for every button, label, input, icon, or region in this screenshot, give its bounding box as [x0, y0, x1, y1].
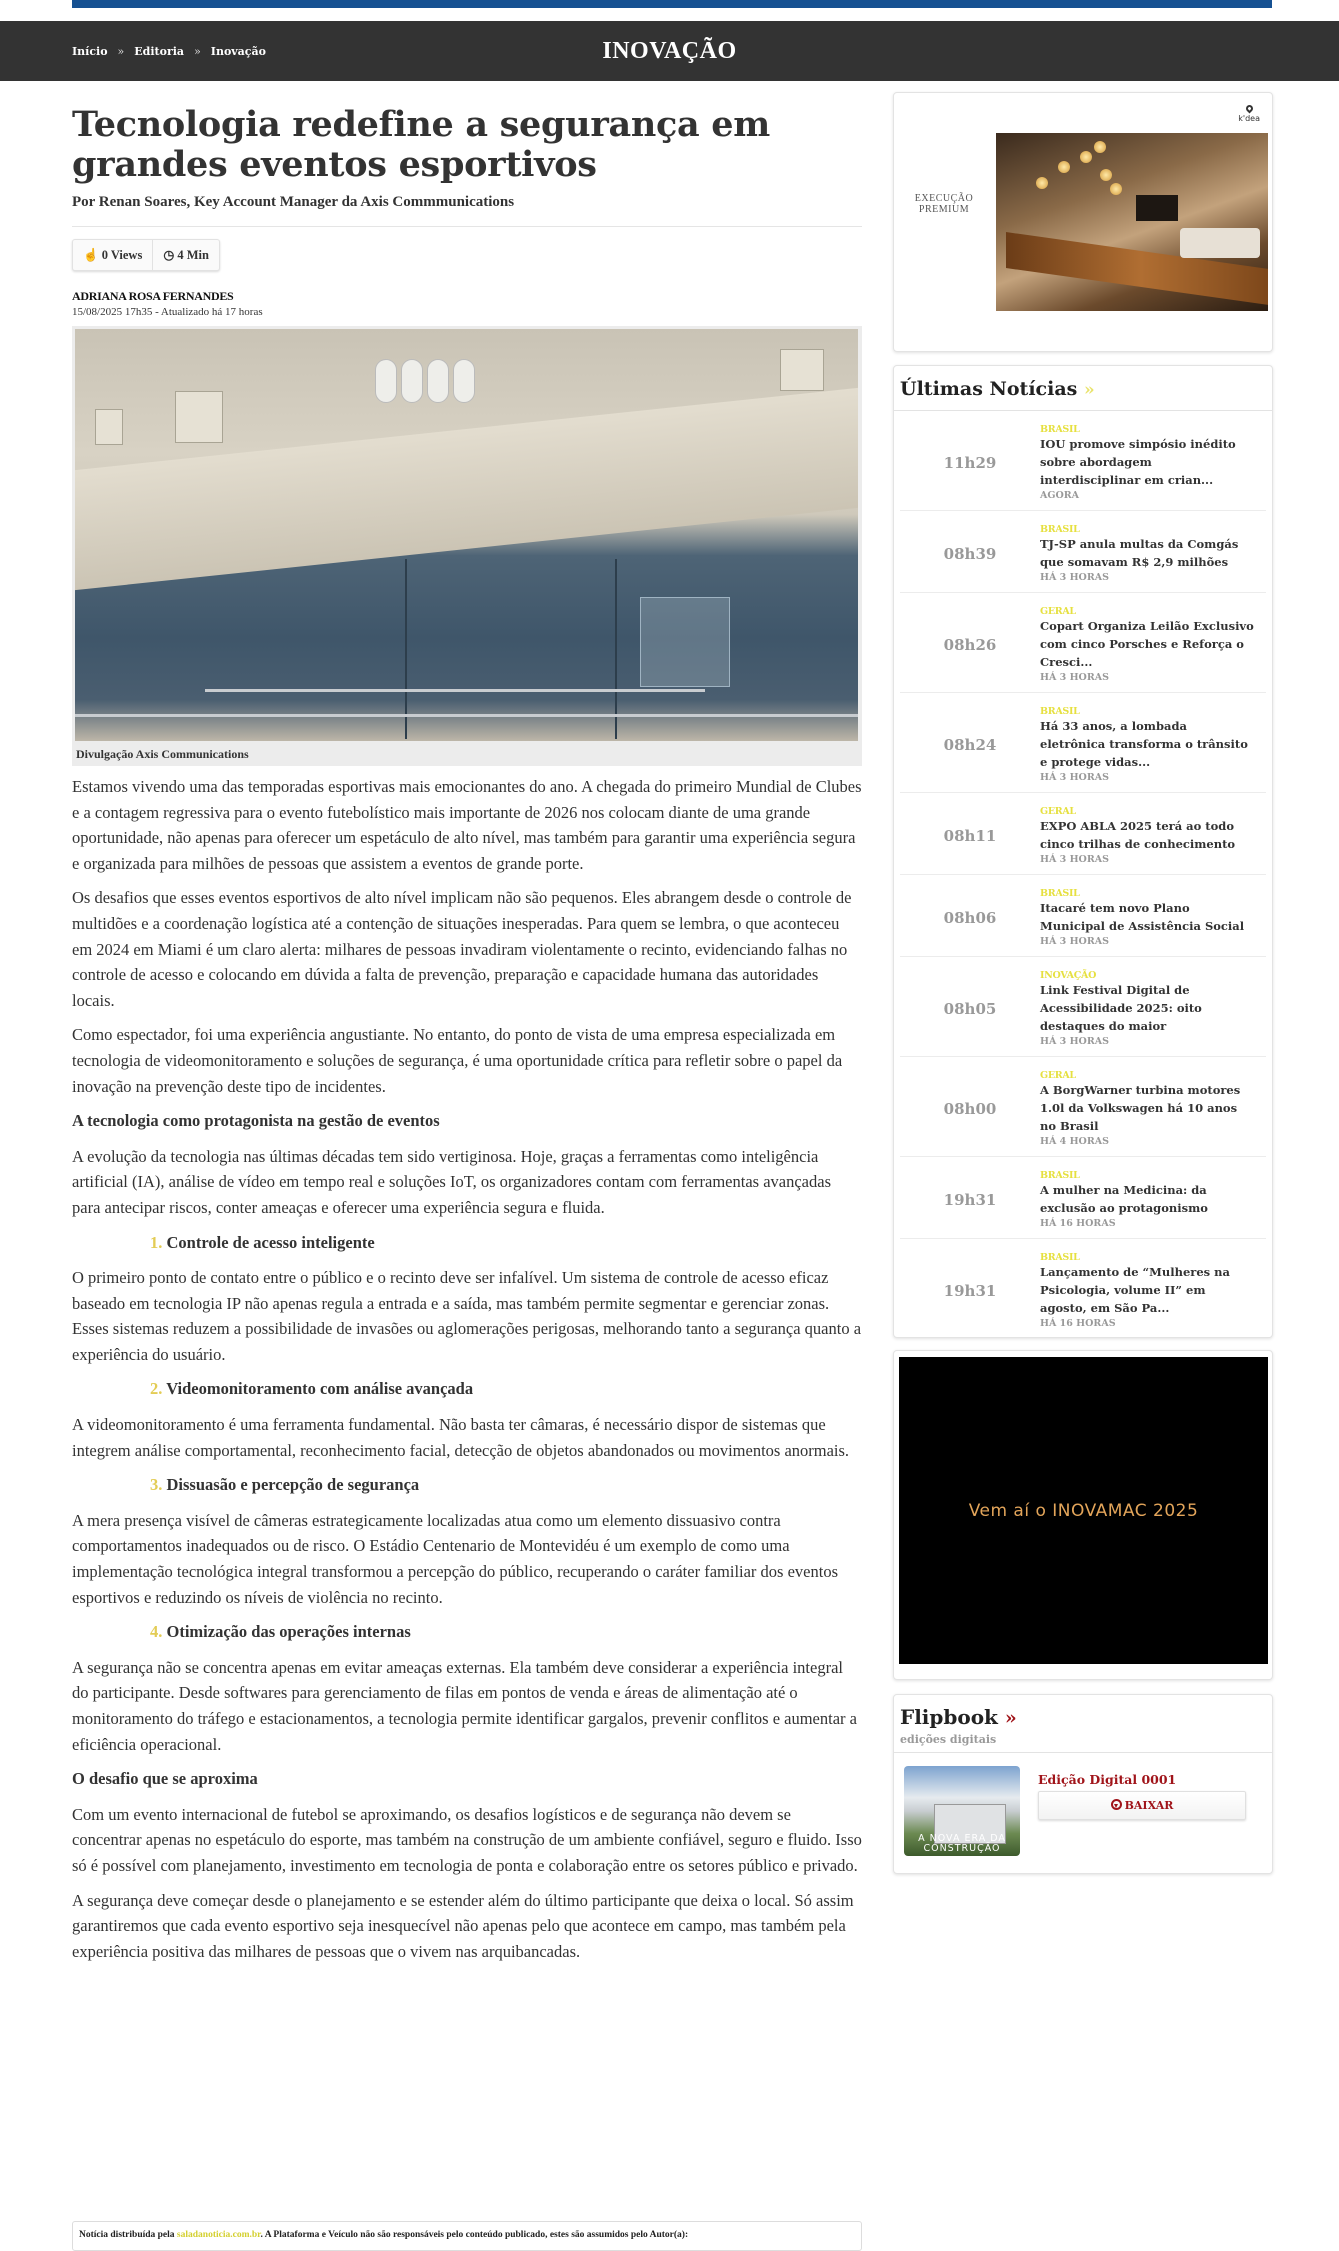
- double-chevron-icon: »: [1083, 380, 1095, 400]
- breadcrumb: [72, 21, 266, 81]
- article-title: Tecnologia redefine a segurança em grandes eventos esportivos: [72, 104, 770, 185]
- list-title: Videomonitoramento com análise avançada: [166, 1379, 474, 1399]
- article-subtitle: Por Renan Soares, Key Account Manager da Axis Commmunications: [72, 194, 515, 210]
- news-title[interactable]: EXPO ABLA 2025 terá ao todo cinco trilhas de conhecimento: [1040, 819, 1236, 851]
- disclaimer-suffix: . A Plataforma e Veículo não são responsáveis pelo conteúdo publicado, estes são assumidos pelo Autor(a):: [260, 2230, 689, 2240]
- ad-tagline-line: EXECUÇÃO: [914, 193, 974, 204]
- article-body: [72, 774, 862, 1964]
- logo-text: k'dea: [1238, 114, 1260, 123]
- read-time-button[interactable]: [152, 240, 219, 270]
- news-title[interactable]: Itacaré tem novo Plano Municipal de Assistência Social: [1040, 901, 1245, 933]
- list-number: 2.: [150, 1379, 163, 1399]
- news-item[interactable]: [900, 411, 1266, 511]
- paragraph: A evolução da tecnologia nas últimas décadas tem sido vertiginosa. Hoje, graças a ferramentas como inteligência artificial (IA), análise de vídeo em tempo real e soluções IoT, os organizadores contam com ferramentas avançadas para antecipar riscos, conter ameaças e oferecer uma experiência segura e fluida.: [72, 1146, 831, 1217]
- list-heading: [150, 1472, 862, 1498]
- news-item[interactable]: [900, 793, 1266, 875]
- list-number: 4.: [150, 1622, 163, 1642]
- list-number: 3.: [150, 1475, 163, 1495]
- news-age: HÁ 3 HORAS: [1040, 936, 1109, 947]
- cover-text: A NOVA ERA DA CONSTRUÇÃO: [918, 1833, 1006, 1854]
- source-link[interactable]: saladanoticia.com.br: [176, 2230, 261, 2240]
- section-heading: O desafio que se aproxima: [72, 1769, 258, 1789]
- paragraph: A mera presença visível de câmeras estrategicamente localizadas atua como um elemento dissuasivo contra comportamentos inadequados ou de risco. O Estádio Centenario de Montevidéu é um exemplo de como uma implementação tecnológica integral transformou a percepção do público, recuperando o caráter familiar dos eventos esportivos e reduzindo os níveis de violência no recinto.: [72, 1510, 839, 1607]
- news-category[interactable]: BRASIL: [1040, 1170, 1080, 1181]
- list-title: Dissuasão e percepção de segurança: [166, 1475, 420, 1495]
- news-category[interactable]: GERAL: [1040, 1070, 1076, 1081]
- divider: [72, 226, 862, 227]
- image-caption: Divulgação Axis Communications: [76, 747, 249, 761]
- top-accent-bar: [72, 0, 1272, 8]
- paragraph: A videomonitoramento é uma ferramenta fundamental. Não basta ter câmaras, é necessário dispor de sistemas que integrem análise comportamental, reconhecimento facial, detecção de objetos abandonados ou movimentos anormais.: [72, 1415, 850, 1460]
- news-item[interactable]: [900, 957, 1266, 1057]
- news-time: 19h31: [943, 1281, 997, 1300]
- news-category[interactable]: BRASIL: [1040, 1252, 1080, 1263]
- flipbook-subtitle: edições digitais: [900, 1733, 997, 1746]
- news-time: 19h31: [943, 1190, 997, 1209]
- news-item[interactable]: [900, 511, 1266, 593]
- news-time: 08h24: [943, 735, 997, 754]
- list-title: Controle de acesso inteligente: [166, 1232, 375, 1252]
- news-age: HÁ 3 HORAS: [1040, 772, 1109, 783]
- news-title[interactable]: A BorgWarner turbina motores 1.0l da Volkswagen há 10 anos no Brasil: [1040, 1083, 1241, 1133]
- news-title[interactable]: TJ-SP anula multas da Comgás que somavam R$ 2,9 milhões: [1040, 537, 1239, 569]
- news-age: HÁ 3 HORAS: [1040, 854, 1109, 865]
- disclaimer-prefix: Notícia distribuída pela: [79, 2230, 177, 2240]
- location-pin-icon: [1244, 104, 1254, 114]
- news-age: HÁ 4 HORAS: [1040, 1136, 1109, 1147]
- download-label: BAIXAR: [1124, 1799, 1174, 1812]
- news-category[interactable]: BRASIL: [1040, 706, 1080, 717]
- paragraph: A segurança não se concentra apenas em evitar ameaças externas. Ela também deve considerar a experiência integral do participante. Desde softwares para gerenciamento de filas em pontos de venda e áreas de alimentação até o monitoramento do tráfego e estacionamentos, a tecnologia permite identificar gargalos, prevenir conflitos e aumentar a eficiência operacional.: [72, 1657, 857, 1754]
- news-time: 08h11: [943, 826, 997, 845]
- ad-video-banner[interactable]: [893, 1350, 1273, 1680]
- news-category[interactable]: GERAL: [1040, 606, 1076, 617]
- paragraph: Com um evento internacional de futebol se aproximando, os desafios logísticos e de segurança não devem se concentrar apenas no espetáculo do esporte, mas também na construção de um ambiente confiável, seguro e fluido. Isso só é possível com planejamento, investimento em tecnologia de ponta e colaboração entre os setores público e privado.: [72, 1804, 862, 1875]
- news-item[interactable]: [900, 1239, 1266, 1338]
- publish-date: 15/08/2025 17h35 - Atualizado há 17 horas: [72, 306, 263, 318]
- news-age: HÁ 3 HORAS: [1040, 572, 1109, 583]
- edition-title[interactable]: Edição Digital 0001: [1038, 1772, 1177, 1787]
- news-time: 08h05: [943, 999, 997, 1018]
- author-name: ADRIANA ROSA FERNANDES: [72, 289, 234, 303]
- news-age: HÁ 16 HORAS: [1040, 1218, 1116, 1229]
- latest-news-header[interactable]: [894, 366, 1272, 411]
- breadcrumb-separator: »: [194, 44, 201, 58]
- latest-news-panel: [893, 365, 1273, 1338]
- news-category[interactable]: INOVAÇÃO: [1040, 970, 1097, 981]
- news-time: 11h29: [943, 453, 997, 472]
- views-count: 0 Views: [101, 248, 143, 262]
- article: [72, 105, 862, 1973]
- news-age: HÁ 3 HORAS: [1040, 1036, 1109, 1047]
- double-chevron-icon: »: [1004, 1707, 1017, 1729]
- clock-icon: ◷: [163, 248, 175, 262]
- ad-photo: [996, 133, 1268, 311]
- list-heading: [150, 1376, 862, 1402]
- news-age: HÁ 16 HORAS: [1040, 1318, 1116, 1329]
- news-item[interactable]: [900, 593, 1266, 693]
- flipbook-panel: [893, 1694, 1273, 1874]
- ad-video-text: Vem aí o INOVAMAC 2025: [968, 1500, 1199, 1521]
- breadcrumb-inicio[interactable]: Início: [72, 44, 108, 58]
- paragraph: O primeiro ponto de contato entre o público e o recinto deve ser infalível. Um sistema de controle de acesso eficaz baseado em tecnologia IP não apenas regula a entrada e a saída, mas também permite segmentar e gerenciar zonas. Esses sistemas reduzem a possibilidade de invasões ou aglomerações perigosas, melhorando tanto a segurança quanto a experiência do usuário.: [72, 1268, 862, 1364]
- list-number: 1.: [150, 1232, 163, 1252]
- news-title[interactable]: Lançamento de “Mulheres na Psicologia, volume II” em agosto, em São Pa...: [1040, 1265, 1230, 1315]
- ad-banner-premium[interactable]: [893, 92, 1273, 352]
- read-time: 4 Min: [177, 248, 209, 262]
- section-heading: A tecnologia como protagonista na gestão de eventos: [72, 1111, 440, 1131]
- article-photo: [75, 329, 858, 741]
- breadcrumb-bar: [0, 21, 1339, 81]
- paragraph: Os desafios que esses eventos esportivos de alto nível implicam não são pequenos. Eles abrangem desde o controle de multidões e a coordenação logística até a contenção de situações inesperadas. Para quem se lembra, o que aconteceu em 2024 em Miami é um claro alerta: milhares de pessoas invadiram violentamente o recinto, evidenciando falhas no controle de acesso e colocando em dúvida a falta de prevenção, preparação e capacidade humana das autoridades locais.: [72, 888, 852, 1010]
- breadcrumb-editoria[interactable]: Editoria: [134, 44, 185, 58]
- news-category[interactable]: GERAL: [1040, 806, 1076, 817]
- news-title[interactable]: Há 33 anos, a lombada eletrônica transforma o trânsito e protege vidas...: [1040, 719, 1248, 769]
- section-title: INOVAÇÃO: [602, 38, 737, 64]
- breadcrumb-inovacao[interactable]: Inovação: [210, 44, 266, 58]
- news-time: 08h26: [943, 635, 997, 654]
- news-title[interactable]: Link Festival Digital de Acessibilidade 2025: oito destaques do maior: [1040, 983, 1202, 1033]
- flipbook-item: [894, 1753, 1272, 1869]
- flipbook-title[interactable]: Flipbook: [900, 1705, 998, 1729]
- news-time: 08h00: [943, 1099, 997, 1118]
- download-icon: [1111, 1799, 1122, 1810]
- news-title[interactable]: A mulher na Medicina: da exclusão ao protagonismo: [1040, 1183, 1208, 1215]
- article-meta: [72, 239, 220, 271]
- news-item[interactable]: [900, 693, 1266, 793]
- news-age: AGORA: [1040, 490, 1080, 501]
- download-button[interactable]: [1038, 1791, 1246, 1820]
- thumbs-up-icon: ☝: [83, 248, 99, 262]
- latest-news-title: Últimas Notícias: [900, 378, 1078, 400]
- news-category[interactable]: BRASIL: [1040, 424, 1080, 435]
- paragraph: A segurança deve começar desde o planejamento e se estender além do último participante que deixa o local. Só assim garantiremos que cada evento esportivo seja inesquecível não apenas pelo que acontece em campo, mas também pela experiência positiva das milhares de pessoas que o vivem nas arquibancadas.: [72, 1890, 854, 1961]
- flipbook-cover[interactable]: [904, 1766, 1020, 1856]
- breadcrumb-separator: »: [117, 44, 125, 58]
- list-heading: [150, 1619, 862, 1645]
- list-heading: [150, 1230, 862, 1256]
- news-title[interactable]: Copart Organiza Leilão Exclusivo com cinco Porsches e Reforça o Cresci...: [1040, 619, 1254, 669]
- ad-tagline-line: PREMIUM: [918, 204, 970, 215]
- news-item[interactable]: [900, 1057, 1266, 1157]
- news-time: 08h06: [943, 908, 997, 927]
- flipbook-header: [894, 1695, 1272, 1753]
- news-title[interactable]: IOU promove simpósio inédito sobre abordagem interdisciplinar em crian...: [1040, 437, 1236, 487]
- ad-tagline: [894, 193, 994, 215]
- article-figure: [72, 326, 862, 766]
- news-item[interactable]: [900, 1157, 1266, 1239]
- latest-news-list: [894, 411, 1272, 1338]
- news-category[interactable]: BRASIL: [1040, 888, 1080, 899]
- news-time: 08h39: [943, 544, 997, 563]
- paragraph: Estamos vivendo uma das temporadas esportivas mais emocionantes do ano. A chegada do primeiro Mundial de Clubes e a contagem regressiva para o evento futebolístico mais importante de 2026 nos colocam diante de uma grande oportunidade, não apenas para oferecer um espetáculo de alto nível, mas também para garantir uma experiência segura e organizada para milhões de pessoas que assistem a eventos de grande porte.: [72, 777, 862, 873]
- news-age: HÁ 3 HORAS: [1040, 672, 1109, 683]
- brand-logo: [1238, 105, 1260, 123]
- paragraph: Como espectador, foi uma experiência angustiante. No entanto, do ponto de vista de uma empresa especializada em tecnologia de videomonitoramento e soluções de segurança, é uma oportunidade crítica para refletir sobre o papel da inovação na prevenção deste tipo de incidentes.: [72, 1025, 843, 1096]
- views-button[interactable]: [73, 240, 152, 270]
- news-item[interactable]: [900, 875, 1266, 957]
- news-category[interactable]: BRASIL: [1040, 524, 1080, 535]
- list-title: Otimização das operações internas: [166, 1622, 411, 1642]
- ad-video[interactable]: [899, 1357, 1268, 1664]
- disclaimer: [72, 2221, 862, 2251]
